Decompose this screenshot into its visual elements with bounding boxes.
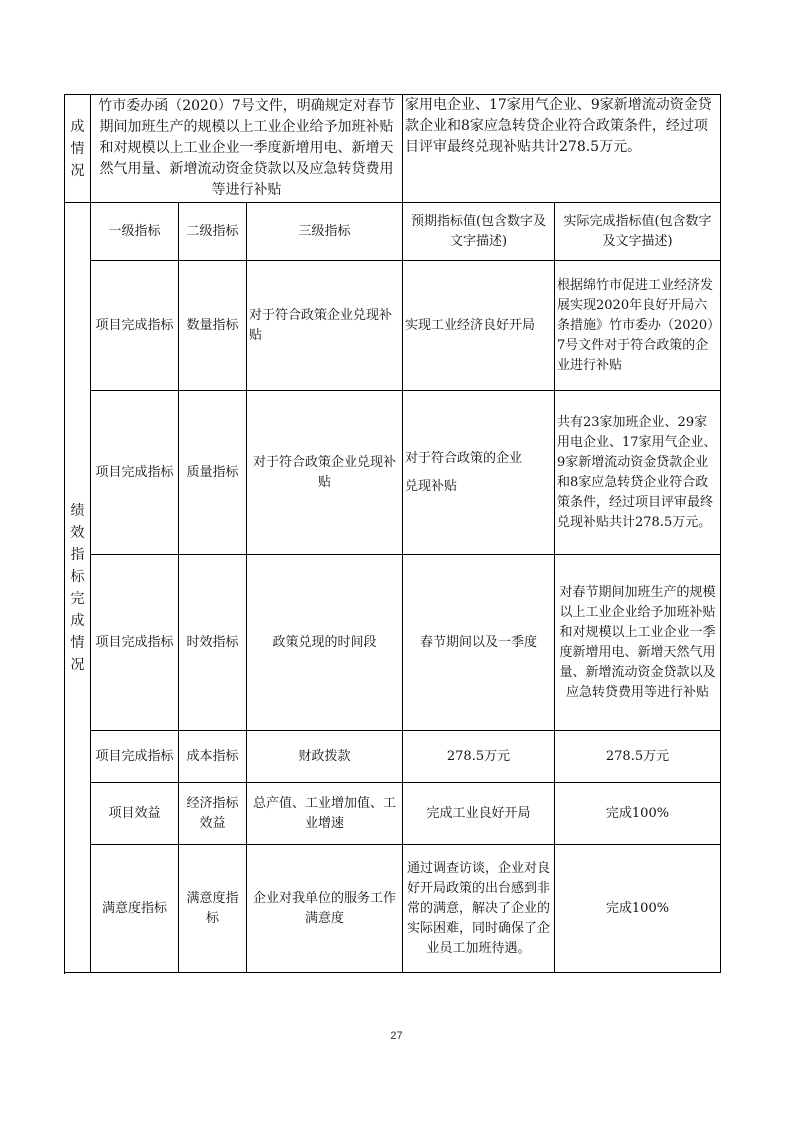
row-expected-cell <box>403 391 555 555</box>
header-level1: 一级指标 <box>91 203 179 261</box>
header-row <box>65 203 721 261</box>
header-level2: 二级指标 <box>179 203 247 261</box>
completion-middle-text: 竹市委办函（2020）7号文件，明确规定对春节期间加班生产的规模以上工业企业给予加班补贴和对规模以上工业企业一季度新增用电、新增天然气用量、新增流动资金贷款以及应急转贷费用等进行补贴 <box>91 95 403 203</box>
row-level2: 数量指标 <box>179 261 247 391</box>
row-level3: 财政拨款 <box>247 731 403 783</box>
row-level1: 满意度指标 <box>91 845 179 973</box>
row-actual: 完成100% <box>555 783 721 845</box>
row-level1: 项目效益 <box>91 783 179 845</box>
page-number: 27 <box>390 1030 403 1042</box>
completion-summary-row <box>65 95 721 203</box>
row-actual: 根据绵竹市促进工业经济发展实现2020年良好开局六条措施》竹市委办（2020）7号文件对于符合政策的企业进行补贴 <box>555 261 721 391</box>
perf-side-label-cell <box>65 203 91 973</box>
row-level3: 企业对我单位的服务工作满意度 <box>247 845 403 973</box>
completion-side-label-cell <box>65 95 91 203</box>
row-level2: 成本指标 <box>179 731 247 783</box>
row-level3: 政策兑现的时间段 <box>247 555 403 731</box>
row-expected-continued: 兑现补贴 <box>405 478 458 494</box>
row-expected: 实现工业经济良好开局 <box>403 261 555 391</box>
completion-right-text: 家用电企业、17家用气企业、9家新增流动资金贷款企业和8家应急转贷企业符合政策条件，经过项目评审最终兑现补贴共计278.5万元。 <box>403 95 721 203</box>
header-expected: 预期指标值(包含数字及文字描述) <box>403 203 555 261</box>
row-actual: 对春节期间加班生产的规模以上工业企业给予加班补贴和对规模以上工业企业一季度新增用电、新增天然气用量、新增流动资金贷款以及应急转贷费用等进行补贴 <box>555 555 721 731</box>
row-level3: 对于符合政策企业兑现补贴 <box>247 391 403 555</box>
table-row <box>65 783 721 845</box>
table-row <box>65 845 721 973</box>
row-level2: 质量指标 <box>179 391 247 555</box>
table-row <box>65 391 721 555</box>
row-expected: 春节期间以及一季度 <box>403 555 555 731</box>
row-expected: 对于符合政策的企业 <box>405 450 523 466</box>
row-actual: 完成100% <box>555 845 721 973</box>
row-actual: 共有23家加班企业、29家用电企业、17家用气企业、9家新增流动资金贷款企业和8家应急转贷企业符合政策条件，经过项目评审最终兑现补贴共计278.5万元。 <box>555 391 721 555</box>
row-level3: 总产值、工业增加值、工业增速 <box>247 783 403 845</box>
header-actual: 实际完成指标值(包含数字及文字描述) <box>555 203 721 261</box>
performance-table <box>64 94 721 973</box>
row-expected: 通过调查访谈，企业对良好开局政策的出台感到非常的满意，解决了企业的实际困难，同时确保了企业员工加班待遇。 <box>403 845 555 973</box>
table-row <box>65 555 721 731</box>
row-level1: 项目完成指标 <box>91 555 179 731</box>
row-level2: 时效指标 <box>179 555 247 731</box>
perf-side-label: 绩效指标完成情况 <box>70 502 85 673</box>
completion-side-label: 成情况 <box>70 118 85 179</box>
row-actual: 278.5万元 <box>555 731 721 783</box>
document-page <box>64 94 720 973</box>
row-level1: 项目完成指标 <box>91 261 179 391</box>
row-level2: 满意度指标 <box>179 845 247 973</box>
row-level3: 对于符合政策企业兑现补贴 <box>247 261 403 391</box>
row-level1: 项目完成指标 <box>91 391 179 555</box>
table-row <box>65 731 721 783</box>
row-level2: 经济指标效益 <box>179 783 247 845</box>
table-row <box>65 261 721 391</box>
row-level1: 项目完成指标 <box>91 731 179 783</box>
header-level3: 三级指标 <box>247 203 403 261</box>
row-expected: 278.5万元 <box>403 731 555 783</box>
row-expected: 完成工业良好开局 <box>403 783 555 845</box>
